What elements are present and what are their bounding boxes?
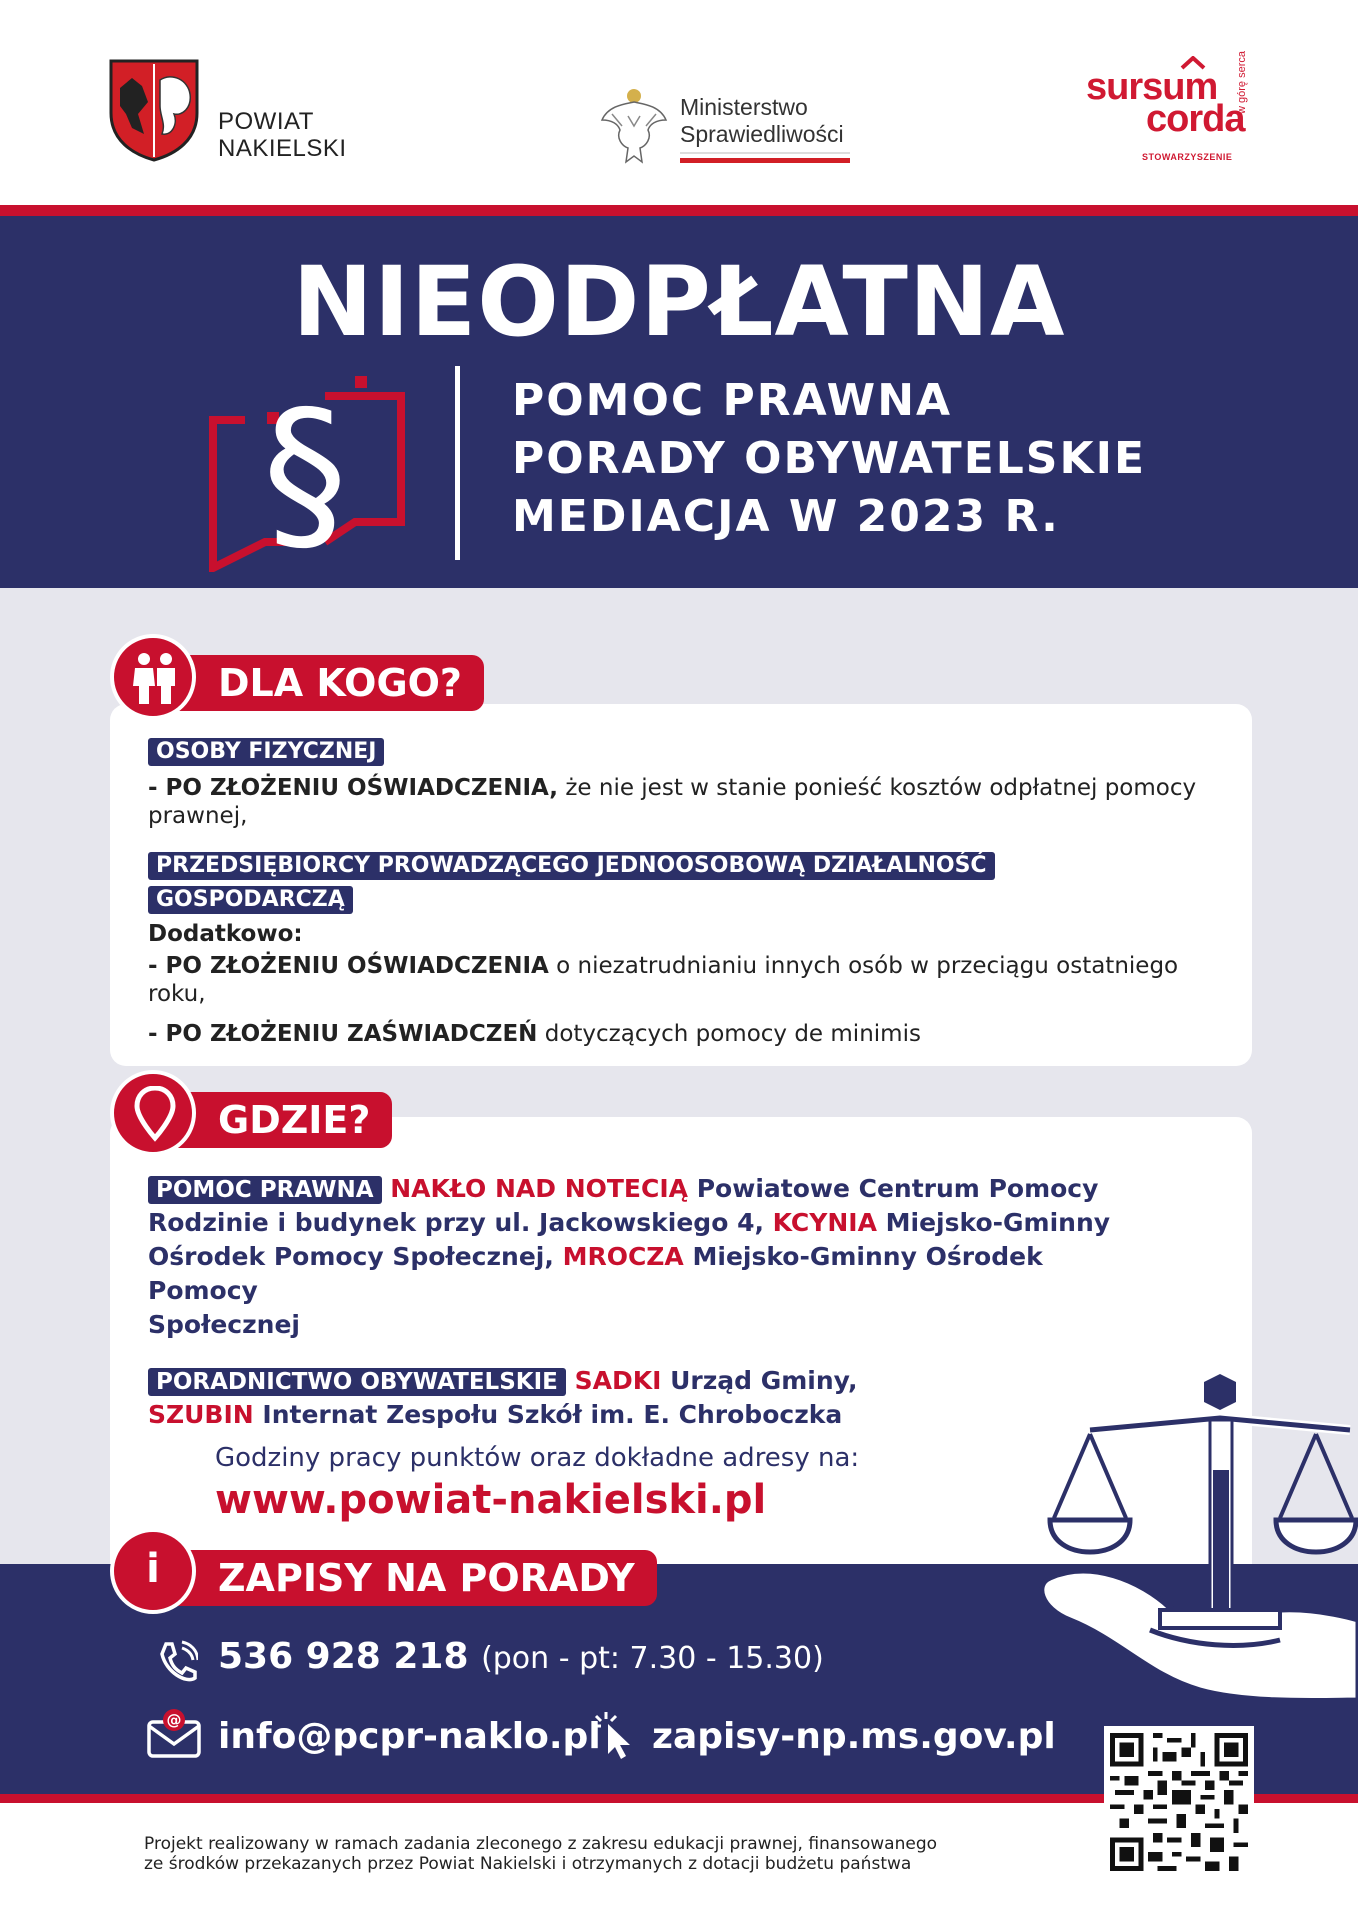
sursum-logo xyxy=(1086,51,1276,172)
ministry-name xyxy=(680,94,844,148)
location-mrocza-a: Miejsko-Gminny Ośrodek Pomocy xyxy=(148,1242,1043,1305)
who-heading: DLA KOGO? xyxy=(178,655,484,711)
location-naklo-a: Powiatowe Centrum Pomocy xyxy=(688,1174,1099,1203)
banner-services xyxy=(512,372,1146,546)
footer-line1: Projekt realizowany w ramach zadania zleconego z zakresu edukacji prawnej, finansowanego xyxy=(144,1834,938,1854)
city-kcynia: KCYNIA xyxy=(772,1208,877,1237)
polish-eagle-icon xyxy=(598,86,670,166)
service-civic-advice: PORADY OBYWATELSKIE xyxy=(512,433,1146,484)
condition-3-text: dotyczących pomocy de minimis xyxy=(537,1021,921,1047)
tag-legal-aid: POMOC PRAWNA xyxy=(148,1176,382,1204)
signup-web-link[interactable]: zapisy-np.ms.gov.pl xyxy=(652,1716,1056,1757)
who-condition-3 xyxy=(148,1020,1228,1048)
mail-icon xyxy=(146,1708,202,1758)
corda-word: corda xyxy=(1146,98,1245,140)
banner-divider xyxy=(455,366,460,560)
phone-line xyxy=(218,1636,824,1677)
service-legal-aid: POMOC PRAWNA xyxy=(512,375,953,426)
powiat-name xyxy=(218,108,347,162)
location-kcynia-a: Miejsko-Gminny xyxy=(876,1208,1111,1237)
condition-3-bold: - PO ZŁOŻENIU ZAŚWIADCZEŃ xyxy=(148,1021,538,1047)
condition-1-text: że nie jest w stanie ponieść kosztów odpłatnej pomocy xyxy=(558,775,1197,801)
location-naklo-b: Rodzinie i budynek przy ul. Jackowskiego 4, xyxy=(148,1208,773,1237)
condition-1-bold: - PO ZŁOŻENIU OŚWIADCZENIA, xyxy=(148,775,559,801)
ministry-flag-line-white xyxy=(680,152,850,154)
signup-icon-circle xyxy=(110,1528,196,1614)
city-sadki: SADKI xyxy=(574,1366,662,1395)
tag-entrepreneur-line1: PRZEDSIĘBIORCY PROWADZĄCEGO JEDNOOSOBOWĄ DZIAŁALNOŚĆ xyxy=(148,852,995,880)
city-szubin: SZUBIN xyxy=(148,1400,254,1429)
banner xyxy=(0,216,1358,588)
paragraph-icon xyxy=(205,362,415,572)
condition-2-bold: - PO ZŁOŻENIU OŚWIADCZENIA xyxy=(148,953,549,979)
email-link[interactable]: info@pcpr-naklo.pl xyxy=(218,1716,601,1757)
ministry-flag-line xyxy=(680,158,850,163)
where-heading: GDZIE? xyxy=(178,1092,392,1148)
ministry-line1: Ministerstwo xyxy=(680,94,808,120)
sursum-side-text: w górę serca xyxy=(1236,51,1248,114)
people-icon xyxy=(131,652,179,704)
tag-natural-persons: OSOBY FIZYCZNEJ xyxy=(148,738,384,766)
signup-heading: ZAPISY NA PORADY xyxy=(178,1550,657,1606)
phone-hours: (pon - pt: 7.30 - 15.30) xyxy=(481,1641,824,1676)
who-content xyxy=(148,738,1228,1048)
who-extra-label: Dodatkowo: xyxy=(148,921,303,947)
legal-aid-locations xyxy=(148,1172,1148,1342)
footer-note xyxy=(144,1834,937,1874)
where-icon-circle xyxy=(110,1070,196,1156)
website-link[interactable]: www.powiat-nakielski.pl xyxy=(215,1477,767,1523)
qr-code-graphic xyxy=(1110,1732,1248,1872)
ministry-line2: Sprawiedliwości xyxy=(680,121,844,147)
hours-info: Godziny pracy punktów oraz dokładne adresy na: xyxy=(215,1443,860,1473)
svg-text:@: @ xyxy=(166,1711,182,1729)
tag-civic-advice: PORADNICTWO OBYWATELSKIE xyxy=(148,1368,566,1396)
location-kcynia-b: Ośrodek Pomocy Społecznej, xyxy=(148,1242,563,1271)
location-sadki: Urząd Gminy, xyxy=(661,1366,858,1395)
phone-number[interactable]: 536 928 218 xyxy=(218,1636,469,1677)
info-icon: i xyxy=(146,1546,160,1592)
sursum-word: sursum xyxy=(1086,66,1218,108)
condition-1-cont: prawnej, xyxy=(148,803,248,829)
svg-text:§: § xyxy=(262,375,348,572)
scales-hand-icon xyxy=(1030,1370,1358,1750)
powiat-line1: POWIAT xyxy=(218,108,314,135)
where-content xyxy=(148,1172,1148,1432)
who-condition-1 xyxy=(148,774,1228,830)
phone-icon xyxy=(158,1640,198,1684)
location-szubin: Internat Zespołu Szkół im. E. Chroboczka xyxy=(253,1400,843,1429)
sursum-subtitle: STOWARZYSZENIE xyxy=(1142,152,1233,162)
red-stripe-top xyxy=(0,205,1358,216)
qr-code-icon[interactable] xyxy=(1104,1726,1254,1878)
location-mrocza-b: Społecznej xyxy=(148,1310,301,1339)
city-mrocza: MROCZA xyxy=(562,1242,684,1271)
who-condition-2 xyxy=(148,952,1228,1008)
powiat-line2: NAKIELSKI xyxy=(218,135,347,162)
footer-line2: ze środków przekazanych przez Powiat Nakielski i otrzymanych z dotacji budżetu państwa xyxy=(144,1854,912,1874)
location-pin-icon xyxy=(134,1086,176,1142)
banner-title: NIEODPŁATNA xyxy=(292,246,1066,358)
condition-2-text: o niezatrudnianiu innych osób w przeciągu ostatniego roku, xyxy=(148,953,1179,1007)
city-naklo: NAKŁO NAD NOTECIĄ xyxy=(390,1174,689,1203)
header xyxy=(0,0,1358,205)
cursor-icon xyxy=(592,1710,636,1760)
tag-entrepreneur-line2: GOSPODARCZĄ xyxy=(148,886,353,914)
coat-of-arms-icon xyxy=(108,58,200,162)
who-icon-circle xyxy=(110,634,196,720)
civic-advice-locations xyxy=(148,1364,1148,1432)
service-mediation: MEDIACJA W 2023 R. xyxy=(512,491,1060,542)
